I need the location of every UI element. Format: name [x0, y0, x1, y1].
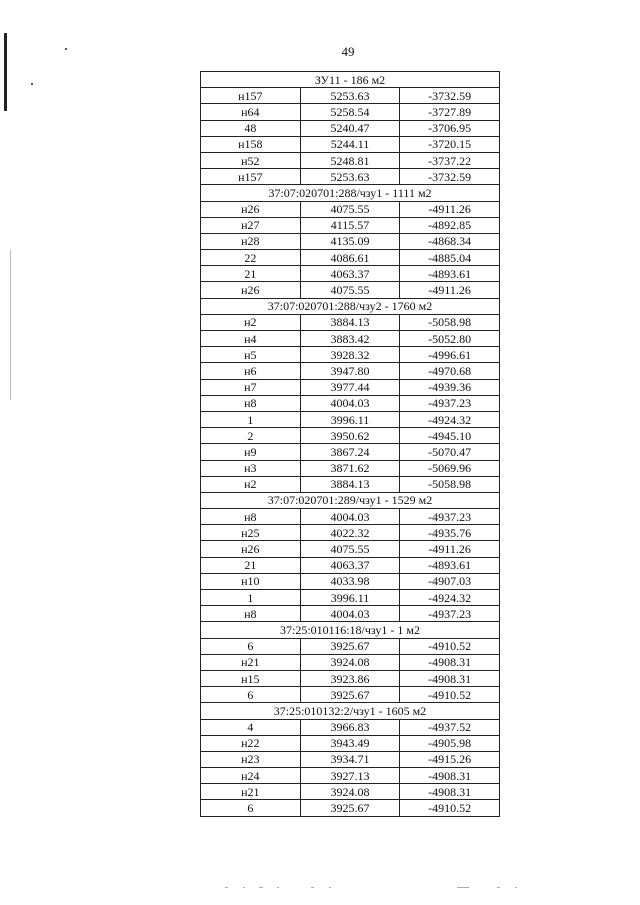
y-coordinate-cell: -4885.04	[400, 250, 500, 266]
table-row	[201, 120, 500, 136]
y-coordinate-cell: -4910.52	[400, 800, 500, 816]
y-coordinate-cell: -5069.96	[400, 460, 500, 476]
point-name-cell: н21	[201, 654, 301, 670]
x-coordinate-cell: 4033.98	[300, 573, 400, 589]
y-coordinate-cell: -5058.98	[400, 476, 500, 492]
y-coordinate-cell: -3706.95	[400, 120, 500, 136]
point-name-cell: н9	[201, 444, 301, 460]
x-coordinate-cell: 5253.63	[300, 169, 400, 185]
section-header-row	[201, 622, 500, 638]
x-coordinate-cell: 4115.57	[300, 217, 400, 233]
section-title: ЗУ11 - 186 м2	[201, 72, 500, 88]
x-coordinate-cell: 3867.24	[300, 444, 400, 460]
table-row	[201, 590, 500, 606]
table-row	[201, 411, 500, 427]
point-name-cell: 21	[201, 266, 301, 282]
y-coordinate-cell: -4907.03	[400, 573, 500, 589]
point-name-cell: 4	[201, 719, 301, 735]
table-row	[201, 687, 500, 703]
table-row	[201, 509, 500, 525]
point-name-cell: н26	[201, 201, 301, 217]
table-row	[201, 638, 500, 654]
point-name-cell: н157	[201, 169, 301, 185]
point-name-cell: н15	[201, 670, 301, 686]
x-coordinate-cell: 3871.62	[300, 460, 400, 476]
coordinates-table	[200, 71, 500, 817]
table-row	[201, 751, 500, 767]
y-coordinate-cell: -5058.98	[400, 314, 500, 330]
table-row	[201, 557, 500, 573]
point-name-cell: 2	[201, 428, 301, 444]
table-row	[201, 88, 500, 104]
y-coordinate-cell: -4970.68	[400, 363, 500, 379]
y-coordinate-cell: -4908.31	[400, 654, 500, 670]
y-coordinate-cell: -4924.32	[400, 411, 500, 427]
point-name-cell: н26	[201, 282, 301, 298]
table-row	[201, 314, 500, 330]
y-coordinate-cell: -4908.31	[400, 784, 500, 800]
point-name-cell: н158	[201, 136, 301, 152]
point-name-cell: н2	[201, 314, 301, 330]
y-coordinate-cell: -5052.80	[400, 331, 500, 347]
x-coordinate-cell: 3996.11	[300, 411, 400, 427]
table-row	[201, 363, 500, 379]
point-name-cell: н7	[201, 379, 301, 395]
point-name-cell: 6	[201, 800, 301, 816]
y-coordinate-cell: -4911.26	[400, 201, 500, 217]
section-title: 37:25:010116:18/чзу1 - 1 м2	[201, 622, 500, 638]
y-coordinate-cell: -3727.89	[400, 104, 500, 120]
x-coordinate-cell: 3925.67	[300, 800, 400, 816]
y-coordinate-cell: -4908.31	[400, 670, 500, 686]
x-coordinate-cell: 3950.62	[300, 428, 400, 444]
section-header-row	[201, 703, 500, 719]
section-header-row	[201, 492, 500, 508]
point-name-cell: н26	[201, 541, 301, 557]
x-coordinate-cell: 5258.54	[300, 104, 400, 120]
point-name-cell: н25	[201, 525, 301, 541]
point-name-cell: н5	[201, 347, 301, 363]
table-row	[201, 476, 500, 492]
x-coordinate-cell: 4004.03	[300, 606, 400, 622]
x-coordinate-cell: 3924.08	[300, 784, 400, 800]
table-row	[201, 201, 500, 217]
x-coordinate-cell: 3884.13	[300, 314, 400, 330]
y-coordinate-cell: -4893.61	[400, 266, 500, 282]
x-coordinate-cell: 4063.37	[300, 266, 400, 282]
x-coordinate-cell: 3966.83	[300, 719, 400, 735]
point-name-cell: н157	[201, 88, 301, 104]
y-coordinate-cell: -4915.26	[400, 751, 500, 767]
table-row	[201, 233, 500, 249]
y-coordinate-cell: -4893.61	[400, 557, 500, 573]
x-coordinate-cell: 4075.55	[300, 541, 400, 557]
point-name-cell: 6	[201, 638, 301, 654]
y-coordinate-cell: -4910.52	[400, 638, 500, 654]
point-name-cell: н22	[201, 735, 301, 751]
point-name-cell: 21	[201, 557, 301, 573]
table-row	[201, 282, 500, 298]
point-name-cell: 22	[201, 250, 301, 266]
table-row	[201, 606, 500, 622]
x-coordinate-cell: 4075.55	[300, 282, 400, 298]
point-name-cell: н2	[201, 476, 301, 492]
table-row	[201, 152, 500, 168]
x-coordinate-cell: 4086.61	[300, 250, 400, 266]
x-coordinate-cell: 4135.09	[300, 233, 400, 249]
section-title: 37:07:020701:289/чзу1 - 1529 м2	[201, 492, 500, 508]
point-name-cell: 48	[201, 120, 301, 136]
x-coordinate-cell: 5248.81	[300, 152, 400, 168]
table-row	[201, 460, 500, 476]
x-coordinate-cell: 4004.03	[300, 395, 400, 411]
y-coordinate-cell: -4908.31	[400, 768, 500, 784]
y-coordinate-cell: -4996.61	[400, 347, 500, 363]
table-row	[201, 266, 500, 282]
y-coordinate-cell: -3732.59	[400, 88, 500, 104]
y-coordinate-cell: -3737.22	[400, 152, 500, 168]
coordinates-table-body	[201, 72, 500, 817]
x-coordinate-cell: 3947.80	[300, 363, 400, 379]
point-name-cell: н3	[201, 460, 301, 476]
y-coordinate-cell: -5070.47	[400, 444, 500, 460]
table-row	[201, 428, 500, 444]
point-name-cell: н23	[201, 751, 301, 767]
table-row	[201, 525, 500, 541]
point-name-cell: н8	[201, 509, 301, 525]
y-coordinate-cell: -4935.76	[400, 525, 500, 541]
table-row	[201, 670, 500, 686]
x-coordinate-cell: 3977.44	[300, 379, 400, 395]
table-row	[201, 379, 500, 395]
table-row	[201, 347, 500, 363]
y-coordinate-cell: -4892.85	[400, 217, 500, 233]
point-name-cell: 1	[201, 590, 301, 606]
y-coordinate-cell: -4910.52	[400, 687, 500, 703]
point-name-cell: н28	[201, 233, 301, 249]
table-row	[201, 654, 500, 670]
x-coordinate-cell: 3996.11	[300, 590, 400, 606]
point-name-cell: н64	[201, 104, 301, 120]
x-coordinate-cell: 5240.47	[300, 120, 400, 136]
point-name-cell: н27	[201, 217, 301, 233]
x-coordinate-cell: 4063.37	[300, 557, 400, 573]
y-coordinate-cell: -4945.10	[400, 428, 500, 444]
point-name-cell: н4	[201, 331, 301, 347]
scan-margin-line	[10, 250, 11, 400]
y-coordinate-cell: -3720.15	[400, 136, 500, 152]
table-row	[201, 169, 500, 185]
table-row	[201, 768, 500, 784]
table-row	[201, 104, 500, 120]
y-coordinate-cell: -4868.34	[400, 233, 500, 249]
x-coordinate-cell: 5244.11	[300, 136, 400, 152]
x-coordinate-cell: 3927.13	[300, 768, 400, 784]
point-name-cell: н52	[201, 152, 301, 168]
table-row	[201, 719, 500, 735]
point-name-cell: н8	[201, 395, 301, 411]
point-name-cell: н24	[201, 768, 301, 784]
table-row	[201, 395, 500, 411]
y-coordinate-cell: -3732.59	[400, 169, 500, 185]
x-coordinate-cell: 4075.55	[300, 201, 400, 217]
table-row	[201, 217, 500, 233]
section-header-row	[201, 185, 500, 201]
point-name-cell: н6	[201, 363, 301, 379]
point-name-cell: 1	[201, 411, 301, 427]
y-coordinate-cell: -4937.52	[400, 719, 500, 735]
section-title: 37:25:010132:2/чзу1 - 1605 м2	[201, 703, 500, 719]
x-coordinate-cell: 3884.13	[300, 476, 400, 492]
y-coordinate-cell: -4911.26	[400, 541, 500, 557]
table-row	[201, 573, 500, 589]
x-coordinate-cell: 3924.08	[300, 654, 400, 670]
x-coordinate-cell: 3883.42	[300, 331, 400, 347]
scan-specks	[225, 887, 525, 891]
section-header-row	[201, 72, 500, 88]
table-row	[201, 136, 500, 152]
y-coordinate-cell: -4937.23	[400, 606, 500, 622]
y-coordinate-cell: -4911.26	[400, 282, 500, 298]
table-row	[201, 784, 500, 800]
y-coordinate-cell: -4937.23	[400, 395, 500, 411]
x-coordinate-cell: 3934.71	[300, 751, 400, 767]
table-row	[201, 444, 500, 460]
x-coordinate-cell: 5253.63	[300, 88, 400, 104]
point-name-cell: 6	[201, 687, 301, 703]
x-coordinate-cell: 4022.32	[300, 525, 400, 541]
x-coordinate-cell: 3928.32	[300, 347, 400, 363]
table-row	[201, 735, 500, 751]
section-title: 37:07:020701:288/чзу2 - 1760 м2	[201, 298, 500, 314]
table-row	[201, 250, 500, 266]
x-coordinate-cell: 3925.67	[300, 638, 400, 654]
table-row	[201, 331, 500, 347]
point-name-cell: н10	[201, 573, 301, 589]
y-coordinate-cell: -4939.36	[400, 379, 500, 395]
x-coordinate-cell: 3925.67	[300, 687, 400, 703]
page-number: 49	[341, 44, 355, 59]
point-name-cell: н8	[201, 606, 301, 622]
y-coordinate-cell: -4924.32	[400, 590, 500, 606]
x-coordinate-cell: 3943.49	[300, 735, 400, 751]
x-coordinate-cell: 4004.03	[300, 509, 400, 525]
section-header-row	[201, 298, 500, 314]
point-name-cell: н21	[201, 784, 301, 800]
table-row	[201, 541, 500, 557]
y-coordinate-cell: -4937.23	[400, 509, 500, 525]
scan-dot	[31, 83, 33, 85]
x-coordinate-cell: 3923.86	[300, 670, 400, 686]
y-coordinate-cell: -4905.98	[400, 735, 500, 751]
section-title: 37:07:020701:288/чзу1 - 1111 м2	[201, 185, 500, 201]
table-row	[201, 800, 500, 816]
